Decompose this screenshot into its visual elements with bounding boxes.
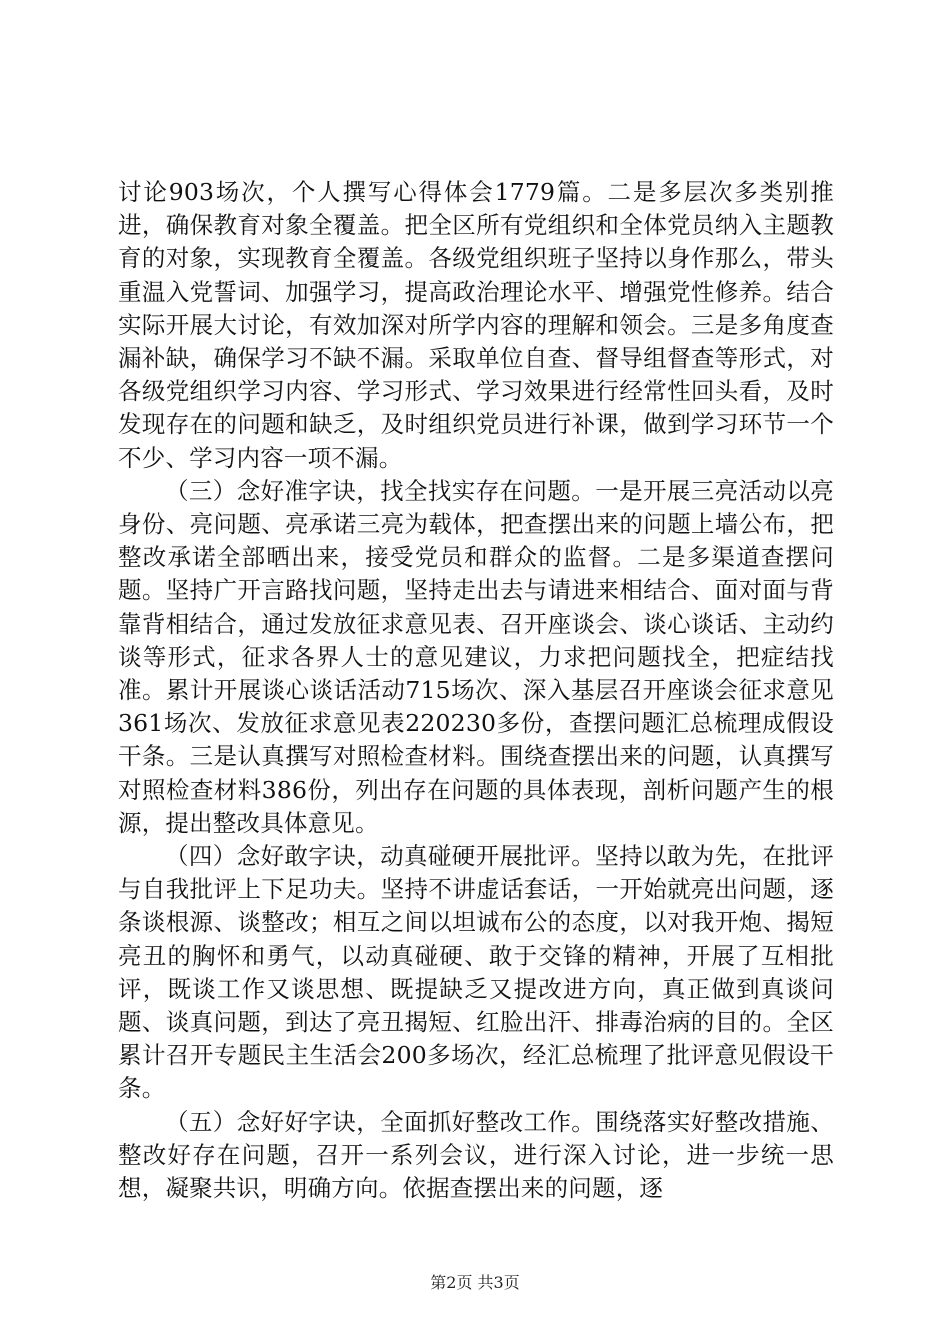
page-footer: 第2页 共3页 <box>430 1273 520 1292</box>
paragraph-2: （三）念好准字诀，找全找实存在问题。一是开展三亮活动以亮身份、亮问题、亮承诺三亮为载体，把查摆出来的问题上墙公布，把整改承诺全部晒出来，接受党员和群众的监督。二是多渠道查摆问题。坚持广开言路找问题，坚持走出去与请进来相结合、面对面与背靠背相结合，通过发放征求意见表、召开座谈会、谈心谈话、主动约谈等形式，征求各界人士的意见建议，力求把问题找全，把症结找准。累计开展谈心谈话活动715场次、深入基层召开座谈会征求意见361场次、发放征求意见表220230多份，查摆问题汇总梳理成假设干条。三是认真撰写对照检查材料。围绕查摆出来的问题，认真撰写对照检查材料386份，列出存在问题的具体表现，剖析问题产生的根源，提出整改具体意见。 <box>118 476 834 837</box>
document-body <box>118 176 834 1205</box>
paragraph-1: 讨论903场次，个人撰写心得体会1779篇。二是多层次多类别推进，确保教育对象全覆盖。把全区所有党组织和全体党员纳入主题教育的对象，实现教育全覆盖。各级党组织班子坚持以身作那么，带头重温入党誓词、加强学习，提高政治理论水平、增强党性修养。结合实际开展大讨论，有效加深对所学内容的理解和领会。三是多角度查漏补缺，确保学习不缺不漏。采取单位自查、督导组督查等形式，对各级党组织学习内容、学习形式、学习效果进行经常性回头看，及时发现存在的问题和缺乏，及时组织党员进行补课，做到学习环节一个不少、学习内容一项不漏。 <box>118 178 834 472</box>
paragraph-3: （四）念好敢字诀，动真碰硬开展批评。坚持以敢为先，在批评与自我批评上下足功夫。坚持不讲虚话套话，一开始就亮出问题，逐条谈根源、谈整改；相互之间以坦诚布公的态度，以对我开炮、揭短亮丑的胸怀和勇气，以动真碰硬、敢于交锋的精神，开展了互相批评，既谈工作又谈思想、既提缺乏又提改进方向，真正做到真谈问题、谈真问题，到达了亮丑揭短、红脸出汗、排毒治病的目的。全区累计召开专题民主生活会200多场次，经汇总梳理了批评意见假设干条。 <box>118 842 834 1103</box>
paragraph-4: （五）念好好字诀，全面抓好整改工作。围绕落实好整改措施、整改好存在问题，召开一系列会议，进行深入讨论，进一步统一思想，凝聚共识，明确方向。依据查摆出来的问题，逐 <box>118 1107 834 1203</box>
